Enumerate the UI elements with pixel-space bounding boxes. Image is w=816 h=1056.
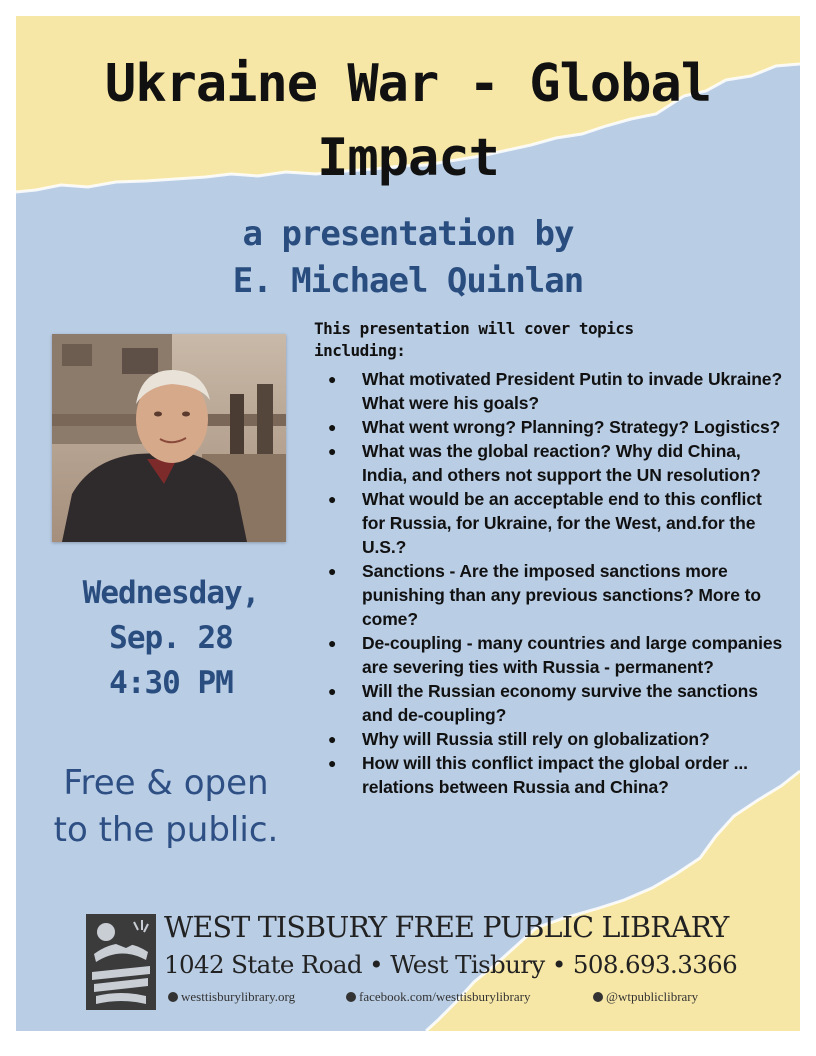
topic-text: Sanctions - Are the imposed sanctions more punishing than any previous sanctions? More to come? <box>362 561 761 629</box>
instagram-link[interactable] <box>593 988 698 1006</box>
topics-intro-line-2: including: <box>314 341 406 360</box>
title-line-2: Impact <box>317 128 499 188</box>
topic-item <box>314 631 784 679</box>
topic-text: Why will Russia still rely on globalization? <box>362 729 710 749</box>
bullet-icon: ● <box>328 755 337 771</box>
topic-item <box>314 559 784 631</box>
topics-intro <box>314 318 734 362</box>
topic-item <box>314 439 784 487</box>
event-time: 4:30 PM <box>109 665 233 701</box>
website-text: westtisburylibrary.org <box>181 989 296 1004</box>
subtitle-presentation-by: a presentation by <box>242 214 574 254</box>
event-date: Sep. 28 <box>109 620 233 656</box>
topic-text: What motivated President Putin to invade Ukraine? What were his goals? <box>362 369 783 413</box>
topic-item <box>314 679 784 727</box>
instagram-icon <box>593 992 603 1002</box>
topic-text: What was the global reaction? Why did China, India, and others not support the UN resolution? <box>362 441 761 485</box>
admission-line-1: Free & open <box>63 763 269 803</box>
topic-item <box>314 487 784 559</box>
speaker-portrait-icon <box>52 334 286 542</box>
facebook-text: facebook.com/westtisburylibrary <box>359 989 531 1004</box>
topic-text: De-coupling - many countries and large companies are severing ties with Russia - permanent? <box>362 633 783 677</box>
bullet-icon: ● <box>328 683 337 699</box>
poster <box>16 16 800 1031</box>
topics-list <box>314 367 784 799</box>
bullet-icon: ● <box>328 491 337 507</box>
topic-text: What went wrong? Planning? Strategy? Logistics? <box>362 417 781 437</box>
bullet-icon: ● <box>328 635 337 651</box>
bullet-icon: ● <box>328 731 337 747</box>
topics-intro-line-1: This presentation will cover topics <box>314 319 634 338</box>
topic-item <box>314 727 784 751</box>
bullet-icon: ● <box>328 443 337 459</box>
instagram-text: @wtpubliclibrary <box>606 989 699 1004</box>
facebook-link[interactable] <box>346 988 530 1006</box>
admission-line-2: to the public. <box>53 810 279 850</box>
bullet-icon: ● <box>328 371 337 387</box>
topic-item <box>314 751 784 799</box>
topic-item <box>314 415 784 439</box>
globe-icon <box>168 992 178 1002</box>
topic-text: Will the Russian economy survive the sanctions and de-coupling? <box>362 681 758 725</box>
presenter-name: E. Michael Quinlan <box>232 261 584 301</box>
bullet-icon: ● <box>328 563 337 579</box>
website-link[interactable] <box>168 988 295 1006</box>
topic-text: How will this conflict impact the global order ... relations between Russia and China? <box>362 753 748 797</box>
bullet-icon: ● <box>328 419 337 435</box>
topic-item <box>314 367 784 415</box>
event-day: Wednesday, <box>82 575 260 611</box>
title-line-1: Ukraine War - Global <box>104 54 712 114</box>
speaker-photo <box>52 334 286 542</box>
library-woodcut-logo-icon <box>86 914 156 1010</box>
library-address: 1042 State Road • West Tisbury • 508.693.3366 <box>164 950 738 979</box>
facebook-icon <box>346 992 356 1002</box>
library-name: WEST TISBURY FREE PUBLIC LIBRARY <box>164 911 729 944</box>
topic-text: What would be an acceptable end to this conflict for Russia, for Ukraine, for the West, and.for the U.S.? <box>362 489 762 557</box>
